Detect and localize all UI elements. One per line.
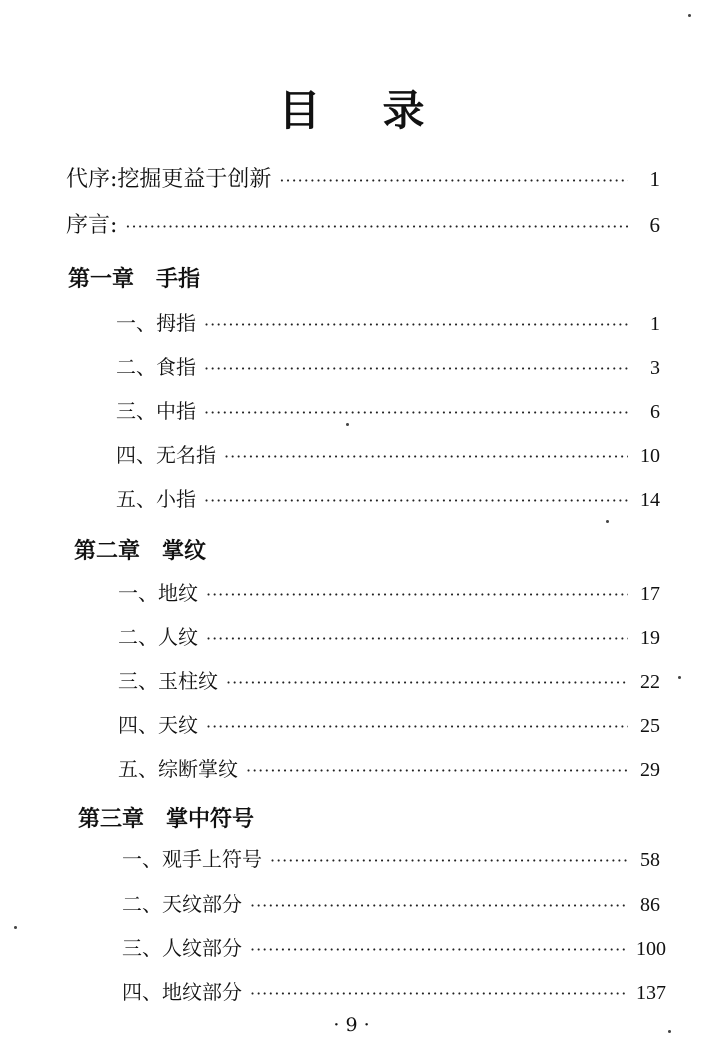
leader-dots — [224, 447, 628, 466]
toc-entry-page: 137 — [636, 982, 666, 1004]
toc-entry[interactable] — [118, 621, 660, 657]
leader-dots — [250, 940, 628, 959]
toc-entry[interactable] — [116, 439, 660, 475]
toc-entry[interactable] — [116, 351, 660, 387]
toc-entry-page: 6 — [650, 401, 660, 423]
scan-speck — [606, 520, 609, 523]
toc-entry-label: 四、天纹 — [118, 713, 198, 737]
toc-entry-page: 10 — [640, 445, 660, 467]
toc-entry-label: 二、食指 — [116, 355, 196, 379]
scan-speck — [668, 1030, 671, 1033]
page-title: 目录 — [278, 86, 487, 135]
toc-entry-label: 五、小指 — [116, 487, 196, 511]
leader-dots — [246, 761, 628, 780]
leader-dots — [206, 585, 628, 604]
leader-dots — [204, 403, 628, 422]
toc-entry-label: 代序:挖掘更益于创新 — [66, 167, 272, 192]
scan-speck — [346, 423, 349, 426]
leader-dots — [226, 673, 628, 692]
toc-entry-page: 86 — [640, 894, 660, 916]
leader-dots — [279, 171, 628, 190]
toc-entry[interactable] — [116, 395, 660, 431]
toc-entry-page: 1 — [650, 313, 660, 335]
toc-entry-page: 22 — [640, 671, 660, 693]
toc-entry-page: 100 — [636, 938, 666, 960]
toc-entry-page: 17 — [640, 583, 660, 605]
toc-entry[interactable] — [122, 932, 666, 968]
toc-entry[interactable] — [122, 976, 666, 1012]
toc-entry-page: 25 — [640, 715, 660, 737]
leader-dots — [250, 984, 628, 1003]
leader-dots — [250, 896, 628, 915]
toc-entry-page: 58 — [640, 849, 660, 871]
chapter-heading-3[interactable]: 第三章 掌中符号 — [78, 807, 255, 832]
leader-dots — [125, 217, 628, 236]
toc-entry[interactable] — [118, 577, 660, 613]
leader-dots — [204, 315, 628, 334]
toc-entry-label: 三、人纹部分 — [122, 936, 242, 960]
chapter-heading-2[interactable]: 第二章 掌纹 — [74, 539, 207, 564]
toc-entry-label: 一、地纹 — [118, 581, 198, 605]
toc-entry-label: 一、观手上符号 — [122, 847, 262, 871]
leader-dots — [206, 629, 628, 648]
leader-dots — [270, 851, 628, 870]
leader-dots — [206, 717, 628, 736]
chapter-heading-1[interactable]: 第一章 手指 — [68, 267, 201, 292]
toc-entry[interactable] — [122, 888, 660, 924]
toc-entry-label: 一、拇指 — [116, 311, 196, 335]
toc-entry-label: 三、玉柱纹 — [118, 669, 218, 693]
toc-entry-label: 序言: — [66, 213, 118, 238]
toc-entry[interactable] — [118, 709, 660, 745]
scan-speck — [688, 14, 691, 17]
toc-entry-page: 3 — [650, 357, 660, 379]
toc-entry-page: 14 — [640, 489, 660, 511]
scan-speck — [678, 676, 681, 679]
toc-entry-label: 二、人纹 — [118, 625, 198, 649]
toc-entry[interactable] — [118, 665, 660, 701]
toc-entry[interactable] — [116, 307, 660, 343]
toc-entry[interactable] — [122, 843, 660, 879]
toc-entry-preface-foreword[interactable] — [66, 162, 660, 198]
toc-entry[interactable] — [116, 483, 660, 519]
page-number: · 9 · — [333, 1014, 370, 1036]
toc-entry-label: 二、天纹部分 — [122, 892, 242, 916]
toc-entry-label: 五、综断掌纹 — [118, 757, 238, 781]
toc-entry[interactable] — [118, 753, 660, 789]
toc-entry-page: 19 — [640, 627, 660, 649]
leader-dots — [204, 491, 628, 510]
toc-entry-page: 6 — [649, 213, 660, 237]
leader-dots — [204, 359, 628, 378]
toc-entry-label: 三、中指 — [116, 399, 196, 423]
toc-entry-page: 29 — [640, 759, 660, 781]
toc-entry-label: 四、无名指 — [116, 443, 216, 467]
toc-entry-preface[interactable] — [66, 208, 660, 244]
scan-speck — [14, 926, 17, 929]
toc-entry-label: 四、地纹部分 — [122, 980, 242, 1004]
toc-entry-page: 1 — [649, 167, 660, 191]
